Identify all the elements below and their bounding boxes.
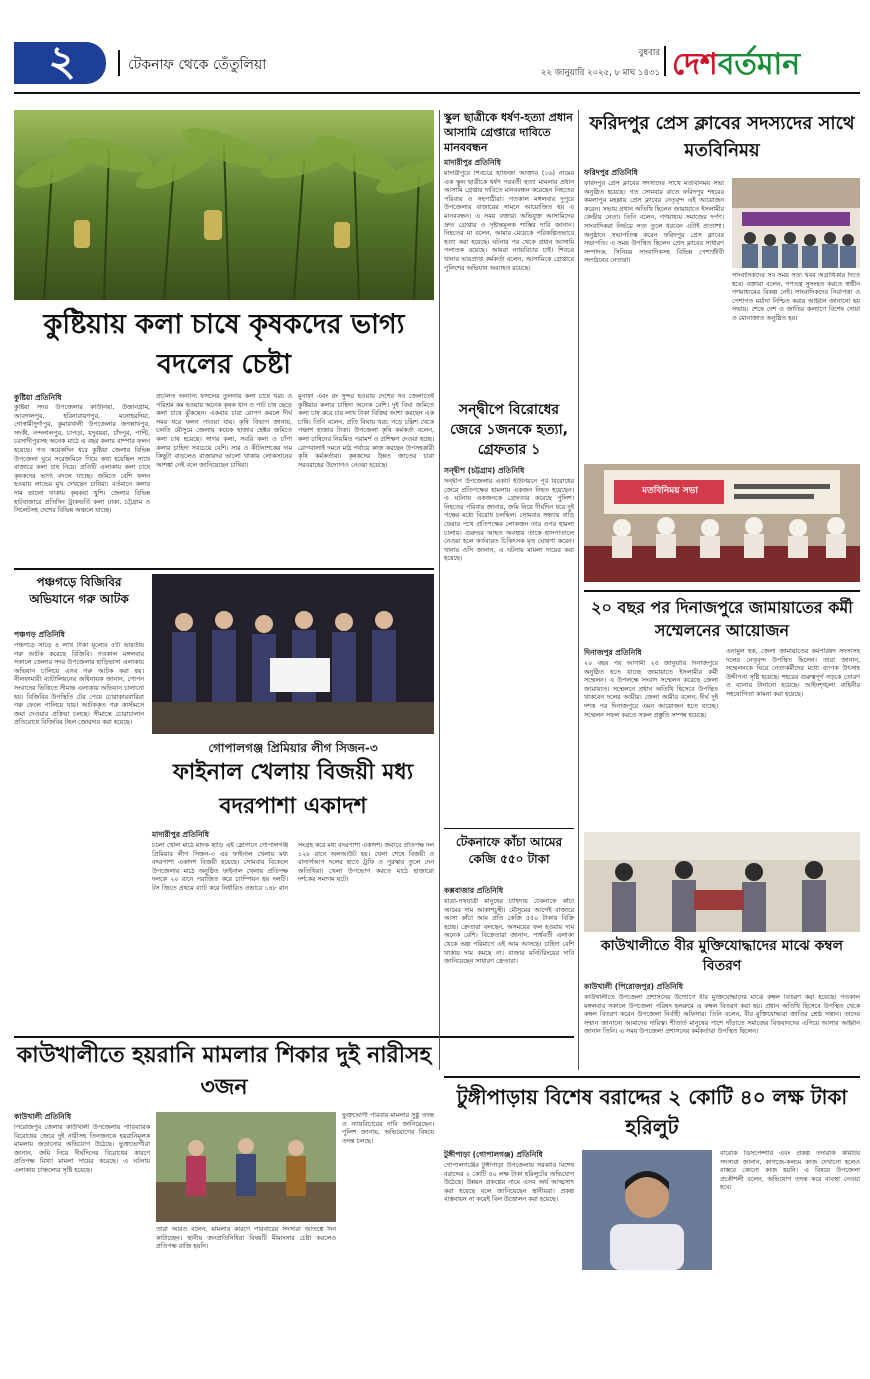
sandwip-headline: সন্দ্বীপে বিরোধের জেরে ১জনকে হত্যা, গ্রেফতার ১ — [450, 402, 568, 458]
faridpur-text2: সাংবাদিকদের সব সময় সত্য খবর অগ্রাধিকার দিতে হবে। বক্তারা বলেন, গণতন্ত্র সুসংহত করতে স্বাধীন গণমাধ্যমের বিকল্প নেই। সাংবাদিকদের নিরাপত্তা ও পেশাগত মর্যাদা নিশ্চিত করার আহ্বান জানানো হয় সভায়। শেষে দেশ ও জাতির কল্যাণে বিশেষ দোয়া ও মোনাজাত অনুষ্ঠিত হয়। — [732, 272, 860, 322]
rape-headline: স্কুল ছাত্রীকে ধর্ষণ-হত্যা প্রধান আসামি গ্রেপ্তারে দাবিতে মানববন্ধন — [444, 111, 573, 154]
panchagarh-text: পঞ্চগড়ে সাড়ে ৪ লাখ টাকা মূল্যের ৫টি ভারতীয় গরু আটক করেছে বিজিবি। গতকাল মঙ্গলবার সকালে জেলার সদর উপজেলার হাড়িভাসা এলাকায় অভিযান চালিয়ে এসব গরু আটক করা হয়। নীলফামারী ব্যাটালিয়নের অধিনায়ক জানান, গোপন সংবাদের ভিত্তিতে সীমান্ত এলাকায় অভিযান চালানো হয়। বিজিবির উপস্থিতি টের পেয়ে চোরাকারবারিরা গরু ফেলে পালিয়ে যায়। আটককৃত গরু কাস্টমসে জমা দেওয়ার প্রক্রিয়া চলছে। সীমান্তে চোরাচালান প্রতিরোধে বিজিবির টহল জোরদার করা হয়েছে। — [14, 642, 144, 727]
case-text1: পিরোজপুর জেলার কাউখালী উপজেলায় পারিবারিক বিরোধের জেরে দুই নারীসহ তিনজনকে হয়রানিমূলক মামলায় জড়ানোর অভিযোগ উঠেছে। ভুক্তভোগীরা জানান, জমি নিয়ে দীর্ঘদিনের বিরোধের কারণে প্রতিপক্ষ মিথ্যা মামলা দায়ের করেছে। এ ঘটনায় এলাকায় চাঞ্চল্যের সৃষ্টি হয়েছে। — [14, 1124, 150, 1174]
case-text2: তারা আরও বলেন, মামলার কারণে পরিবারের সদস্যরা আতঙ্কে দিন কাটাচ্ছেন। স্থানীয় জনপ্রতিনিধিরা বিষয়টি মীমাংসার চেষ্টা করলেও প্রতিপক্ষ রাজি হয়নি। — [156, 1226, 336, 1251]
faridpur-photo-small — [732, 178, 860, 268]
case-photo — [156, 1112, 336, 1222]
blanket-text: কাউখালীতে উপজেলা প্রশাসনের উদ্যোগে বীর মুক্তিযোদ্ধাদের মাঝে কম্বল বিতরণ করা হয়েছে। গতকাল মঙ্গলবার সকালে উপজেলা পরিষদ হলরুমে এ কম্বল বিতরণ করা হয়। প্রধান অতিথি হিসেবে উপস্থিত থেকে কম্বল বিতরণ করেন উপজেলা নির্বাহী অফিসার। তিনি বলেন, বীর মুক্তিযোদ্ধারা জাতির শ্রেষ্ঠ সন্তান। তাদের সম্মান জানানো আমাদের দায়িত্ব। শীতার্ত মানুষের পাশে দাঁড়াতে সমাজের বিত্তবানদের এগিয়ে আসার আহ্বান জানান তিনি। এ সময় উপজেলা প্রশাসনের কর্মকর্তারা উপস্থিত ছিলেন। — [584, 994, 860, 1036]
jamaat-text2: এনামুল হক, জেলা জামায়াতের কর্মপরিষদ সদস্যসহ দলের নেতৃবৃন্দ উপস্থিত ছিলেন। তারা জানান, সম্মেলনকে ঘিরে নেতাকর্মীদের মধ্যে ব্যাপক উৎসাহ উদ্দীপনা সৃষ্টি হয়েছে। শহরের গুরুত্বপূর্ণ সড়কে তোরণ ও ব্যানার টানানো হয়েছে। আইনশৃঙ্খলা বাহিনীর সহযোগিতা কামনা করা হয়েছে। — [726, 648, 860, 698]
masthead — [0, 0, 870, 96]
mango-text: যাত্রা-পথযাত্রী মানুষের চাহিদায় টেকনাফে কাঁচা আমের দাম আকাশচুম্বী। মৌসুমের আগেই বাজারে আসা কাঁচা আম প্রতি কেজি ৫৫০ টাকায় বিক্রি হচ্ছে। ক্রেতারা বলছেন, অসময়ের ফল হওয়ায় দাম অনেক বেশি। বিক্রেতারা জানান, পার্শ্ববর্তী এলাকা থেকে অল্প পরিমাণে এই আম আসছে। চাহিদা বেশি থাকায় দাম কমছে না। বাজার মনিটরিংয়ের দাবি জানিয়েছেন সাধারণ ক্রেতারা। — [444, 898, 574, 966]
date: ২২ জানুয়ারি ২০২৫, ৮ মাঘ ১৪৩১ — [540, 68, 660, 78]
banana-col1: কুষ্টিয়া সদর উপজেলার কাউনিয়া, উজানগ্রাম, আবদালপুর, হরিনারায়ণপুর, মনোহরদিয়া, গোস্বামীদুর্গাপুর, কুমারখালী উপজেলার জগন্নাথপুর, সদকী, নন্দলালপুর, চাপড়া, যদুবয়রা, চাঁদপুর, পান্টি, চরসাদীপুরসহ অনেক মাঠে এ বছর কলার বাম্পার ফলন হয়েছে। গত কয়েকদিন ধরে কুষ্টিয়া জেলার বিভিন্ন উপজেলা ঘুরে সরেজমিনে গিয়ে কথা হয়েছিল সাথে বাজারে কলা চাষ নিয়ে। প্রতিটি এলাকায় কলা চাষে কৃষকদের ভাগ্য বদলে যাচ্ছে। জমিতে বেশি ফলন হওয়ায় লাভের মুখ দেখছেন চাষিরা। বর্তমানে কলার দাম ভালো থাকায় কৃষকরা খুশি। জেলার বিভিন্ন হাটবাজারে প্রতিদিন ট্রাকভর্তি কলা ঢাকা, চট্টগ্রাম ও সিলেটসহ দেশের বিভিন্ন অঞ্চলে যাচ্ছে। — [14, 404, 150, 515]
case-headline: কাউখালীতে হয়রানি মামলার শিকার দুই নারীসহ ৩জন — [16, 1043, 432, 1100]
banana-col3: মুনাফা এবং রং সুন্দর হওয়ায় দেশের সব জেলাতেই কুষ্টিয়ার কলার চাহিদা অনেক বেশি। দুই বিঘা জমিতে কলা চাষ করে চার লাখ টাকা বিক্রির আশা করছেন এক চাষি। তিনি বলেন, প্রতি বিঘায় খরচ পড়ে চল্লিশ থেকে পঞ্চাশ হাজার টাকা। উপজেলা কৃষি কর্মকর্তা বলেন, কলা চাষিদের নিয়মিত পরামর্শ ও প্রশিক্ষণ দেওয়া হচ্ছে। রোগবালাই দমনে মাঠ পর্যায়ে কাজ করছেন উপসহকারী কৃষি কর্মকর্তারা। কৃষকদের উন্নত জাতের চারা সরবরাহের উদ্যোগও নেওয়া হয়েছে। — [298, 393, 434, 469]
panchagarh-headline: পঞ্চগড়ে বিজিবির অভিযানে গরু আটক — [29, 575, 129, 606]
page-number: ২ — [48, 36, 76, 85]
tongipara-text1: গোপালগঞ্জের টুঙ্গীপাড়া উপজেলায় সরকারি বিশেষ বরাদ্দের ২ কোটি ৪০ লক্ষ টাকা হরিলুটের অভিযোগ উঠেছে। উন্নয়ন প্রকল্পের নামে এসব অর্থ আত্মসাৎ করা হয়েছে বলে জানিয়েছেন স্থানীয়রা। প্রকল্প বাস্তবায়ন না করেই বিল উত্তোলন করা হয়েছে। — [444, 1162, 574, 1204]
faridpur-text1: ফরিদপুর প্রেস ক্লাবের সদস্যদের সাথে মতবিনিময় সভা অনুষ্ঠিত হয়েছে। গত সোমবার রাতে ফরিদপুর শহরের কমলাপুর মহল্লায় প্রেস ক্লাবের নেতৃবৃন্দ এই আয়োজন করেন। সভায় প্রধান অতিথি ছিলেন জামায়াতে ইসলামীর কেন্দ্রীয় নেতা। তিনি বলেন, গণমাধ্যম সমাজের দর্পণ। সাংবাদিকরা নির্ভয়ে সত্য তুলে ধরবেন এটাই প্রত্যাশা। অনুষ্ঠানে সভাপতিত্ব করেন ফরিদপুর প্রেস ক্লাবের সভাপতি। এ সময় উপস্থিত ছিলেন প্রেস ক্লাবের সাধারণ সম্পাদক, সিনিয়র সাংবাদিকসহ বিভিন্ন পেশাজীবী সংগঠনের নেতারা। — [584, 180, 724, 265]
gopalganj-headline: ফাইনাল খেলায় বিজয়ী মধ্য বদরপাশা একাদশ — [172, 760, 414, 819]
panchagarh-byline: পঞ্চগড় প্রতিনিধি — [14, 630, 65, 639]
banana-byline: কুষ্টিয়া প্রতিনিধি — [14, 393, 62, 402]
sandwip-byline: সন্দ্বীপ (চট্টগ্রাম) প্রতিনিধি — [444, 466, 525, 475]
mango-byline: কক্সবাজার প্রতিনিধি — [444, 886, 504, 895]
jamaat-headline: ২০ বছর পর দিনাজপুরে জামায়াতের কর্মী সম্মেলনের আয়োজন — [591, 598, 853, 640]
banana-field-photo — [14, 110, 434, 300]
faridpur-byline: ফরিদপুর প্রতিনিধি — [584, 168, 638, 177]
banana-headline: কুষ্টিয়ায় কলা চাষে কৃষকদের ভাগ্য বদলের চেষ্টা — [43, 309, 405, 380]
jamaat-byline: দিনাজপুর প্রতিনিধি — [584, 648, 642, 657]
section-title: টেকনাফ থেকে তেঁতুলিয়া — [128, 57, 267, 73]
case-byline: কাউখালী প্রতিনিধি — [14, 1112, 72, 1121]
blanket-byline: কাউখালী (পিরোজপুর) প্রতিনিধি — [584, 982, 683, 991]
logo-part2: বর্তমান — [717, 47, 801, 82]
faridpur-banner-text: মতবিনিময় সভা — [642, 486, 698, 496]
jamaat-text1: ২০ বছর পর আগামী ২৫ জানুয়ারি দিনাজপুরে অনুষ্ঠিত হতে যাচ্ছে জামায়াতে ইসলামীর কর্মী সম্মেলন। এ উপলক্ষে সংবাদ সম্মেলন করেছে জেলা জামায়াত। সম্মেলনে প্রধান অতিথি হিসেবে উপস্থিত থাকবেন দলের আমীর। জেলা আমীর বলেন, দীর্ঘ দুই দশক পর দিনাজপুরে এমন আয়োজন হতে যাচ্ছে। সম্মেলন সফল করতে সকল প্রস্তুতি সম্পন্ন হয়েছে। — [584, 660, 718, 719]
tongipara-text2: বারোক ডিসপেন্সারি এবং প্রকল্প তদারকি কমিটির সদস্যরা জানান, কাগজে-কলমে কাজ দেখানো হলেও বাস্তবে কোনো কাজ হয়নি। এ বিষয়ে উপজেলা প্রকৌশলী বলেন, অভিযোগ তদন্ত করে ব্যবস্থা নেওয়া হবে। — [720, 1150, 860, 1192]
faridpur-meeting-photo — [584, 464, 860, 582]
sandwip-text: সন্দ্বীপ উপজেলার একটি ইউনিয়নে পূর্ব বিরোধের জেরে প্রতিপক্ষের হামলায় একজন নিহত হয়েছেন। এ ঘটনায় একজনকে গ্রেফতার করেছে পুলিশ। নিহতের পরিবার জানায়, জমি নিয়ে দীর্ঘদিন ধরে দুই পক্ষের মধ্যে বিরোধ চলছিল। সোমবার সন্ধ্যায় বাড়ি ফেরার পথে প্রতিপক্ষের লোকজন তার ওপর হামলা চালায়। গুরুতর আহত অবস্থায় তাকে হাসপাতালে নেওয়া হলে কর্তব্যরত চিকিৎসক মৃত ঘোষণা করেন। থানার ওসি জানান, এ ঘটনায় মামলা দায়ের করা হয়েছে। — [444, 478, 574, 563]
logo-part1: দেশ — [672, 47, 718, 82]
banana-col2: প্রচলিত অন্যান্য ফসলের তুলনায় কলা চাষে খরচ ও পরিশ্রম কম হওয়ায় অনেক কৃষক ধান ও পাট চাষ ছেড়ে কলা চাষে ঝুঁকছেন। একবার চারা রোপণ করলে দীর্ঘ সময় ধরে ফলন পাওয়া যায়। কৃষি বিভাগ জানায়, চলতি মৌসুমে জেলায় কয়েক হাজার হেক্টর জমিতে কলা চাষ হয়েছে। সাগর কলা, সবরি কলা ও চাঁপা কলার চাহিদা সবচেয়ে বেশি। সার ও কীটনাশকের দাম কিছুটা বাড়লেও বাজারদর ভালো থাকায় লোকসানের আশঙ্কা নেই বলে জানিয়েছেন চাষিরা। — [156, 393, 292, 469]
blanket-headline: কাউখালীতে বীর মুক্তিযোদ্ধাদের মাঝে কম্বল বিতরণ — [600, 938, 844, 974]
day: বুধবার — [638, 48, 660, 58]
rape-byline: মাদারীপুর প্রতিনিধি — [444, 158, 501, 167]
newspaper-logo — [672, 40, 862, 84]
blanket-distribution-photo — [584, 832, 860, 932]
mango-headline: টেকনাফে কাঁচা আমের কেজি ৫৫০ টাকা — [455, 835, 563, 866]
case-text3: ভুক্তভোগী পরিবার মামলার সুষ্ঠু তদন্ত ও ন্যায়বিচারের দাবি জানিয়েছেন। পুলিশ জানায়, অভিযোগের বিষয়ে তদন্ত চলছে। — [342, 1112, 434, 1145]
faridpur-headline: ফরিদপুর প্রেস ক্লাবের সদস্যদের সাথে মতবিনিময় — [589, 113, 855, 161]
gopalganj-kicker: গোপালগঞ্জ প্রিমিয়ার লীগ সিজন-৩ — [208, 741, 378, 755]
gopalganj-byline: মাদারীপুর প্রতিনিধি — [152, 830, 209, 839]
tongipara-byline: টুঙ্গীপাড়া (গোপালগঞ্জ) প্রতিনিধি — [444, 1150, 543, 1159]
gopalganj-text: চলো খেলি মাঠে মাদক ছাড়ি এই স্লোগানে গোপালগঞ্জ প্রিমিয়ার লীগ সিজন-৩ এর ফাইনাল খেলায় মধ্য বদরপাশা একাদশ বিজয়ী হয়েছে। সোমবার বিকেলে উপজেলার মাঠে অনুষ্ঠিত ফাইনাল খেলায় প্রতিপক্ষ দলকে ২০ রানে পরাজিত করে চ্যাম্পিয়ন হয় দলটি। টস জিতে প্রথমে ব্যাট করে নির্ধারিত ওভারে ১৪৮ রান সংগ্রহ করে মধ্য বদরপাশা একাদশ। জবাবে প্রতিপক্ষ দল ১২৮ রানে অলআউট হয়। খেলা শেষে বিজয়ী ও রানার্সআপ দলের হাতে ট্রফি ও পুরস্কার তুলে দেন অতিথিরা। খেলা উপভোগ করতে মাঠে হাজারো দর্শকের সমাগম ঘটে। — [152, 842, 434, 892]
rape-text: মাদারীপুরে শিবচরে হাফিজা আক্তার (১৬) নামের এক স্কুল ছাত্রীকে ধর্ষণ পরবর্তী হত্যা মামলার প্রধান আসামি গ্রেপ্তার দাবিতে মানববন্ধন করেছেন নিহতের পরিবার ও সহপাঠীরা। গতকাল মঙ্গলবার দুপুরে উপজেলার বাজারের সামনে আয়োজিত হয় এ মানববন্ধন। এ সময় বক্তারা অভিযুক্ত আসামিদের দ্রুত গ্রেপ্তার ও দৃষ্টান্তমূলক শাস্তির দাবি জানান। নিহতের মা বলেন, আমার মেয়েকে পরিকল্পিতভাবে হত্যা করা হয়েছে। ঘটনার পর থেকে প্রধান আসামি পলাতক রয়েছে। আমরা ন্যায়বিচার চাই। শিবচর থানার ভারপ্রাপ্ত কর্মকর্তা বলেন, আসামিকে গ্রেপ্তারে পুলিশের অভিযান অব্যাহত রয়েছে। — [444, 170, 574, 272]
bgb-cattle-photo — [152, 574, 434, 734]
tongipara-portrait-photo — [582, 1150, 712, 1270]
tongipara-headline: টুঙ্গীপাড়ায় বিশেষ বরাদ্দের ২ কোটি ৪০ লক্ষ টাকা হরিলুট — [456, 1085, 848, 1139]
